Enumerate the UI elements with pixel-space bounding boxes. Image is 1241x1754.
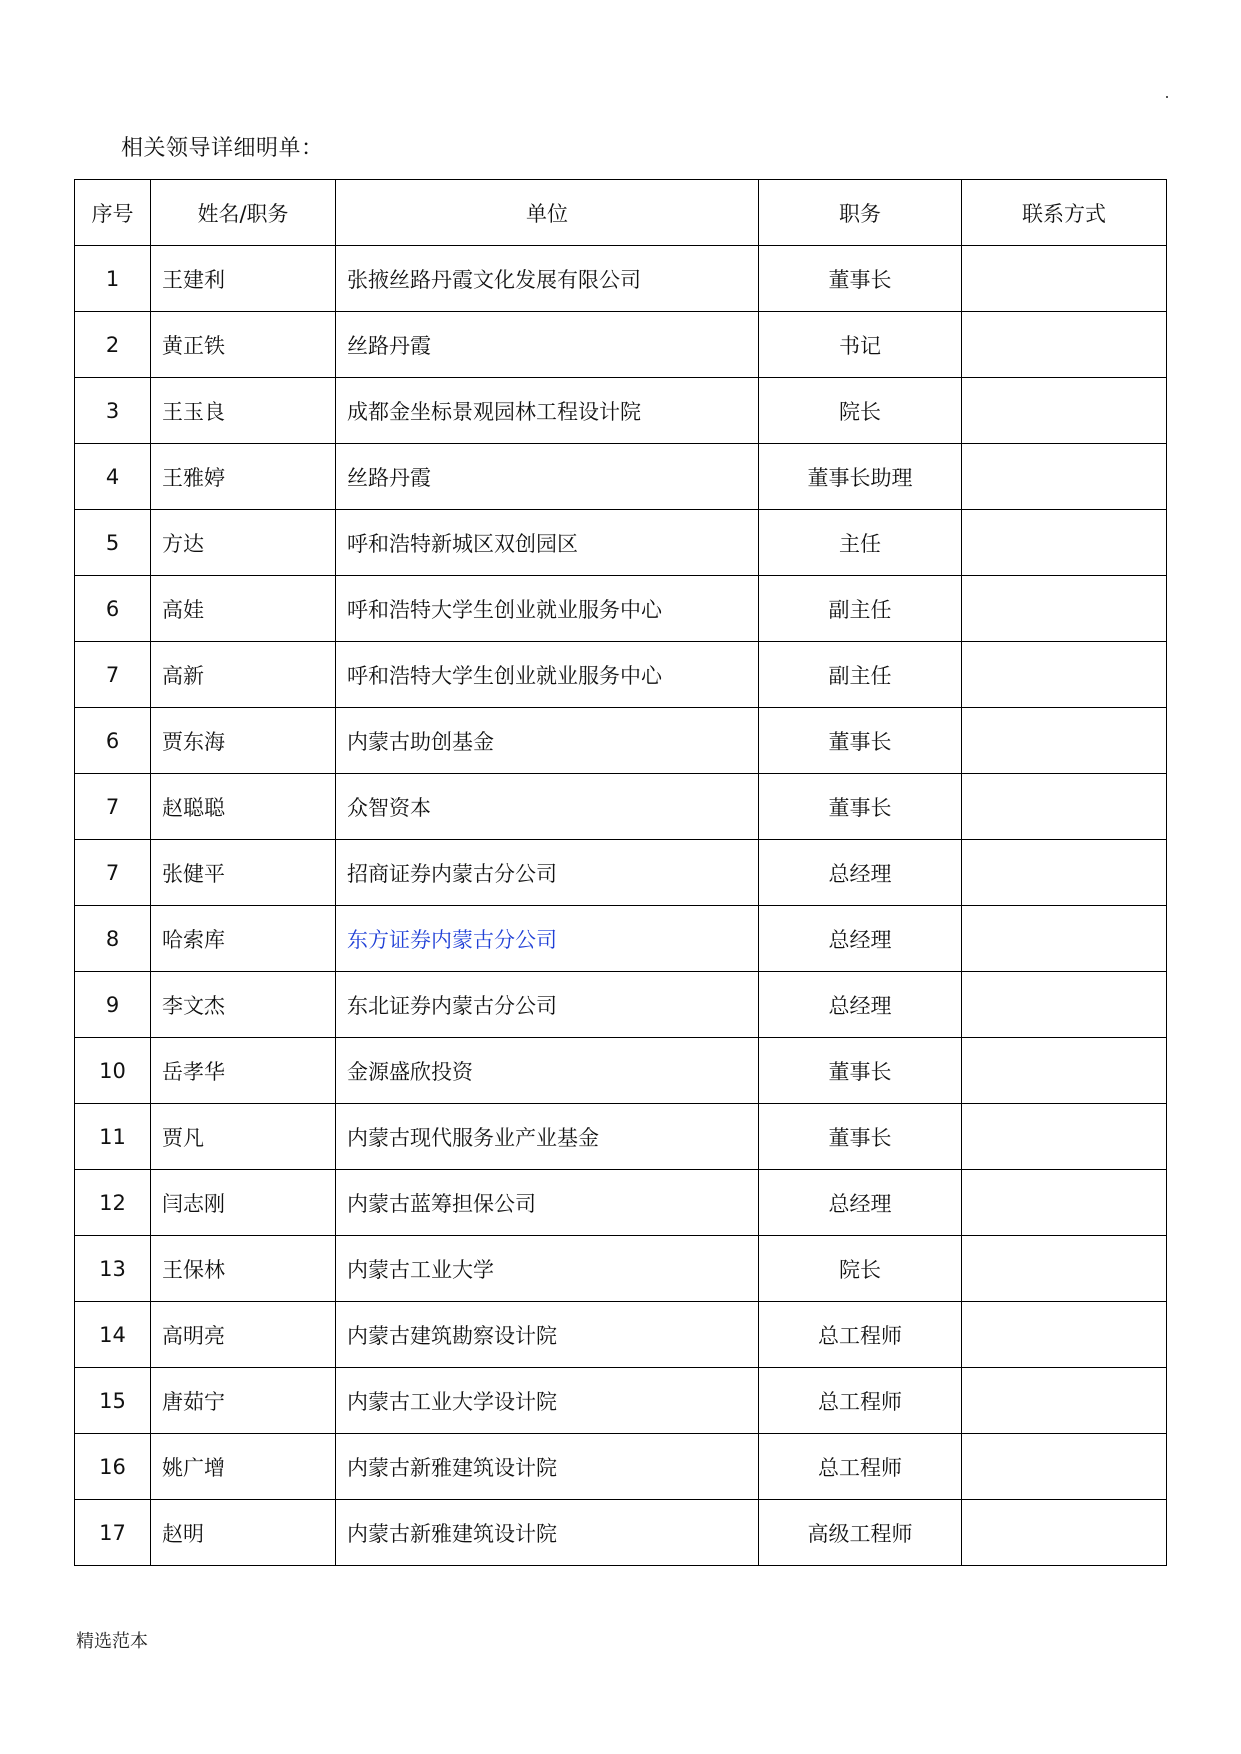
cell-contact xyxy=(962,1104,1167,1170)
cell-contact xyxy=(962,1236,1167,1302)
table-row xyxy=(75,642,1167,708)
cell-role: 总经理 xyxy=(759,906,962,972)
cell-role: 总工程师 xyxy=(759,1368,962,1434)
cell-seq: 12 xyxy=(75,1170,151,1236)
cell-contact xyxy=(962,1302,1167,1368)
cell-unit: 内蒙古工业大学 xyxy=(336,1236,759,1302)
header-role: 职务 xyxy=(759,180,962,246)
cell-name: 唐茹宁 xyxy=(151,1368,336,1434)
cell-name: 哈索库 xyxy=(151,906,336,972)
cell-role: 总工程师 xyxy=(759,1434,962,1500)
cell-seq: 6 xyxy=(75,708,151,774)
cell-contact xyxy=(962,1368,1167,1434)
cell-name: 赵明 xyxy=(151,1500,336,1566)
cell-seq: 10 xyxy=(75,1038,151,1104)
cell-unit: 内蒙古新雅建筑设计院 xyxy=(336,1434,759,1500)
cell-role: 主任 xyxy=(759,510,962,576)
table-body xyxy=(75,246,1167,1566)
cell-role: 总工程师 xyxy=(759,1302,962,1368)
cell-unit: 丝路丹霞 xyxy=(336,312,759,378)
table-row xyxy=(75,1434,1167,1500)
table-row xyxy=(75,1500,1167,1566)
cell-name: 岳孝华 xyxy=(151,1038,336,1104)
cell-name: 贾凡 xyxy=(151,1104,336,1170)
cell-unit: 招商证券内蒙古分公司 xyxy=(336,840,759,906)
page-corner-mark xyxy=(1166,96,1168,98)
cell-name: 姚广增 xyxy=(151,1434,336,1500)
table-row xyxy=(75,510,1167,576)
leaders-table xyxy=(74,179,1167,1566)
cell-name: 赵聪聪 xyxy=(151,774,336,840)
table-row xyxy=(75,840,1167,906)
cell-seq: 16 xyxy=(75,1434,151,1500)
cell-contact xyxy=(962,510,1167,576)
cell-role: 高级工程师 xyxy=(759,1500,962,1566)
cell-name: 方达 xyxy=(151,510,336,576)
footer-note: 精选范本 xyxy=(76,1631,148,1652)
cell-seq: 1 xyxy=(75,246,151,312)
cell-seq: 7 xyxy=(75,774,151,840)
cell-seq: 9 xyxy=(75,972,151,1038)
header-seq: 序号 xyxy=(75,180,151,246)
cell-unit: 金源盛欣投资 xyxy=(336,1038,759,1104)
cell-role: 院长 xyxy=(759,1236,962,1302)
table-row xyxy=(75,246,1167,312)
table-row xyxy=(75,1170,1167,1236)
cell-name: 高新 xyxy=(151,642,336,708)
cell-unit-link[interactable]: 东方证券内蒙古分公司 xyxy=(336,906,759,972)
cell-role: 总经理 xyxy=(759,840,962,906)
cell-role: 董事长 xyxy=(759,774,962,840)
cell-unit: 丝路丹霞 xyxy=(336,444,759,510)
header-name: 姓名/职务 xyxy=(151,180,336,246)
cell-unit: 内蒙古助创基金 xyxy=(336,708,759,774)
cell-contact xyxy=(962,1434,1167,1500)
cell-contact xyxy=(962,1500,1167,1566)
table-row xyxy=(75,378,1167,444)
cell-contact xyxy=(962,642,1167,708)
cell-name: 王保林 xyxy=(151,1236,336,1302)
cell-name: 王玉良 xyxy=(151,378,336,444)
cell-seq: 13 xyxy=(75,1236,151,1302)
cell-role: 董事长 xyxy=(759,246,962,312)
cell-contact xyxy=(962,840,1167,906)
cell-name: 闫志刚 xyxy=(151,1170,336,1236)
cell-role: 总经理 xyxy=(759,1170,962,1236)
cell-role: 董事长 xyxy=(759,708,962,774)
cell-contact xyxy=(962,1038,1167,1104)
cell-seq: 4 xyxy=(75,444,151,510)
cell-seq: 7 xyxy=(75,642,151,708)
table-row xyxy=(75,708,1167,774)
table-row xyxy=(75,1236,1167,1302)
cell-contact xyxy=(962,1170,1167,1236)
cell-unit: 内蒙古蓝筹担保公司 xyxy=(336,1170,759,1236)
cell-contact xyxy=(962,312,1167,378)
table-row xyxy=(75,576,1167,642)
cell-name: 张健平 xyxy=(151,840,336,906)
cell-contact xyxy=(962,774,1167,840)
table-header-row xyxy=(75,180,1167,246)
cell-seq: 15 xyxy=(75,1368,151,1434)
cell-role: 副主任 xyxy=(759,642,962,708)
cell-name: 贾东海 xyxy=(151,708,336,774)
cell-contact xyxy=(962,972,1167,1038)
header-unit: 单位 xyxy=(336,180,759,246)
cell-name: 王建利 xyxy=(151,246,336,312)
cell-contact xyxy=(962,576,1167,642)
table-row xyxy=(75,1368,1167,1434)
cell-role: 副主任 xyxy=(759,576,962,642)
cell-role: 董事长助理 xyxy=(759,444,962,510)
cell-role: 书记 xyxy=(759,312,962,378)
cell-unit: 呼和浩特大学生创业就业服务中心 xyxy=(336,642,759,708)
header-contact: 联系方式 xyxy=(962,180,1167,246)
table-row xyxy=(75,1038,1167,1104)
cell-unit: 张掖丝路丹霞文化发展有限公司 xyxy=(336,246,759,312)
cell-seq: 17 xyxy=(75,1500,151,1566)
table-row xyxy=(75,774,1167,840)
cell-role: 董事长 xyxy=(759,1104,962,1170)
table-row xyxy=(75,1104,1167,1170)
cell-contact xyxy=(962,246,1167,312)
cell-seq: 5 xyxy=(75,510,151,576)
cell-unit: 内蒙古建筑勘察设计院 xyxy=(336,1302,759,1368)
cell-name: 高娃 xyxy=(151,576,336,642)
cell-unit: 众智资本 xyxy=(336,774,759,840)
table-row xyxy=(75,312,1167,378)
cell-unit: 呼和浩特大学生创业就业服务中心 xyxy=(336,576,759,642)
cell-unit: 东北证券内蒙古分公司 xyxy=(336,972,759,1038)
cell-name: 李文杰 xyxy=(151,972,336,1038)
cell-seq: 11 xyxy=(75,1104,151,1170)
cell-unit: 成都金坐标景观园林工程设计院 xyxy=(336,378,759,444)
cell-seq: 8 xyxy=(75,906,151,972)
cell-unit: 内蒙古现代服务业产业基金 xyxy=(336,1104,759,1170)
table-row xyxy=(75,444,1167,510)
table-row xyxy=(75,972,1167,1038)
cell-seq: 6 xyxy=(75,576,151,642)
cell-role: 总经理 xyxy=(759,972,962,1038)
cell-unit: 内蒙古新雅建筑设计院 xyxy=(336,1500,759,1566)
document-title: 相关领导详细明单： xyxy=(121,136,324,161)
cell-unit: 内蒙古工业大学设计院 xyxy=(336,1368,759,1434)
cell-seq: 2 xyxy=(75,312,151,378)
cell-seq: 7 xyxy=(75,840,151,906)
cell-contact xyxy=(962,378,1167,444)
cell-role: 董事长 xyxy=(759,1038,962,1104)
cell-seq: 3 xyxy=(75,378,151,444)
cell-contact xyxy=(962,444,1167,510)
cell-seq: 14 xyxy=(75,1302,151,1368)
cell-unit: 呼和浩特新城区双创园区 xyxy=(336,510,759,576)
cell-name: 高明亮 xyxy=(151,1302,336,1368)
table-row xyxy=(75,906,1167,972)
table-row xyxy=(75,1302,1167,1368)
cell-name: 王雅婷 xyxy=(151,444,336,510)
cell-contact xyxy=(962,708,1167,774)
cell-name: 黄正铁 xyxy=(151,312,336,378)
cell-role: 院长 xyxy=(759,378,962,444)
cell-contact xyxy=(962,906,1167,972)
